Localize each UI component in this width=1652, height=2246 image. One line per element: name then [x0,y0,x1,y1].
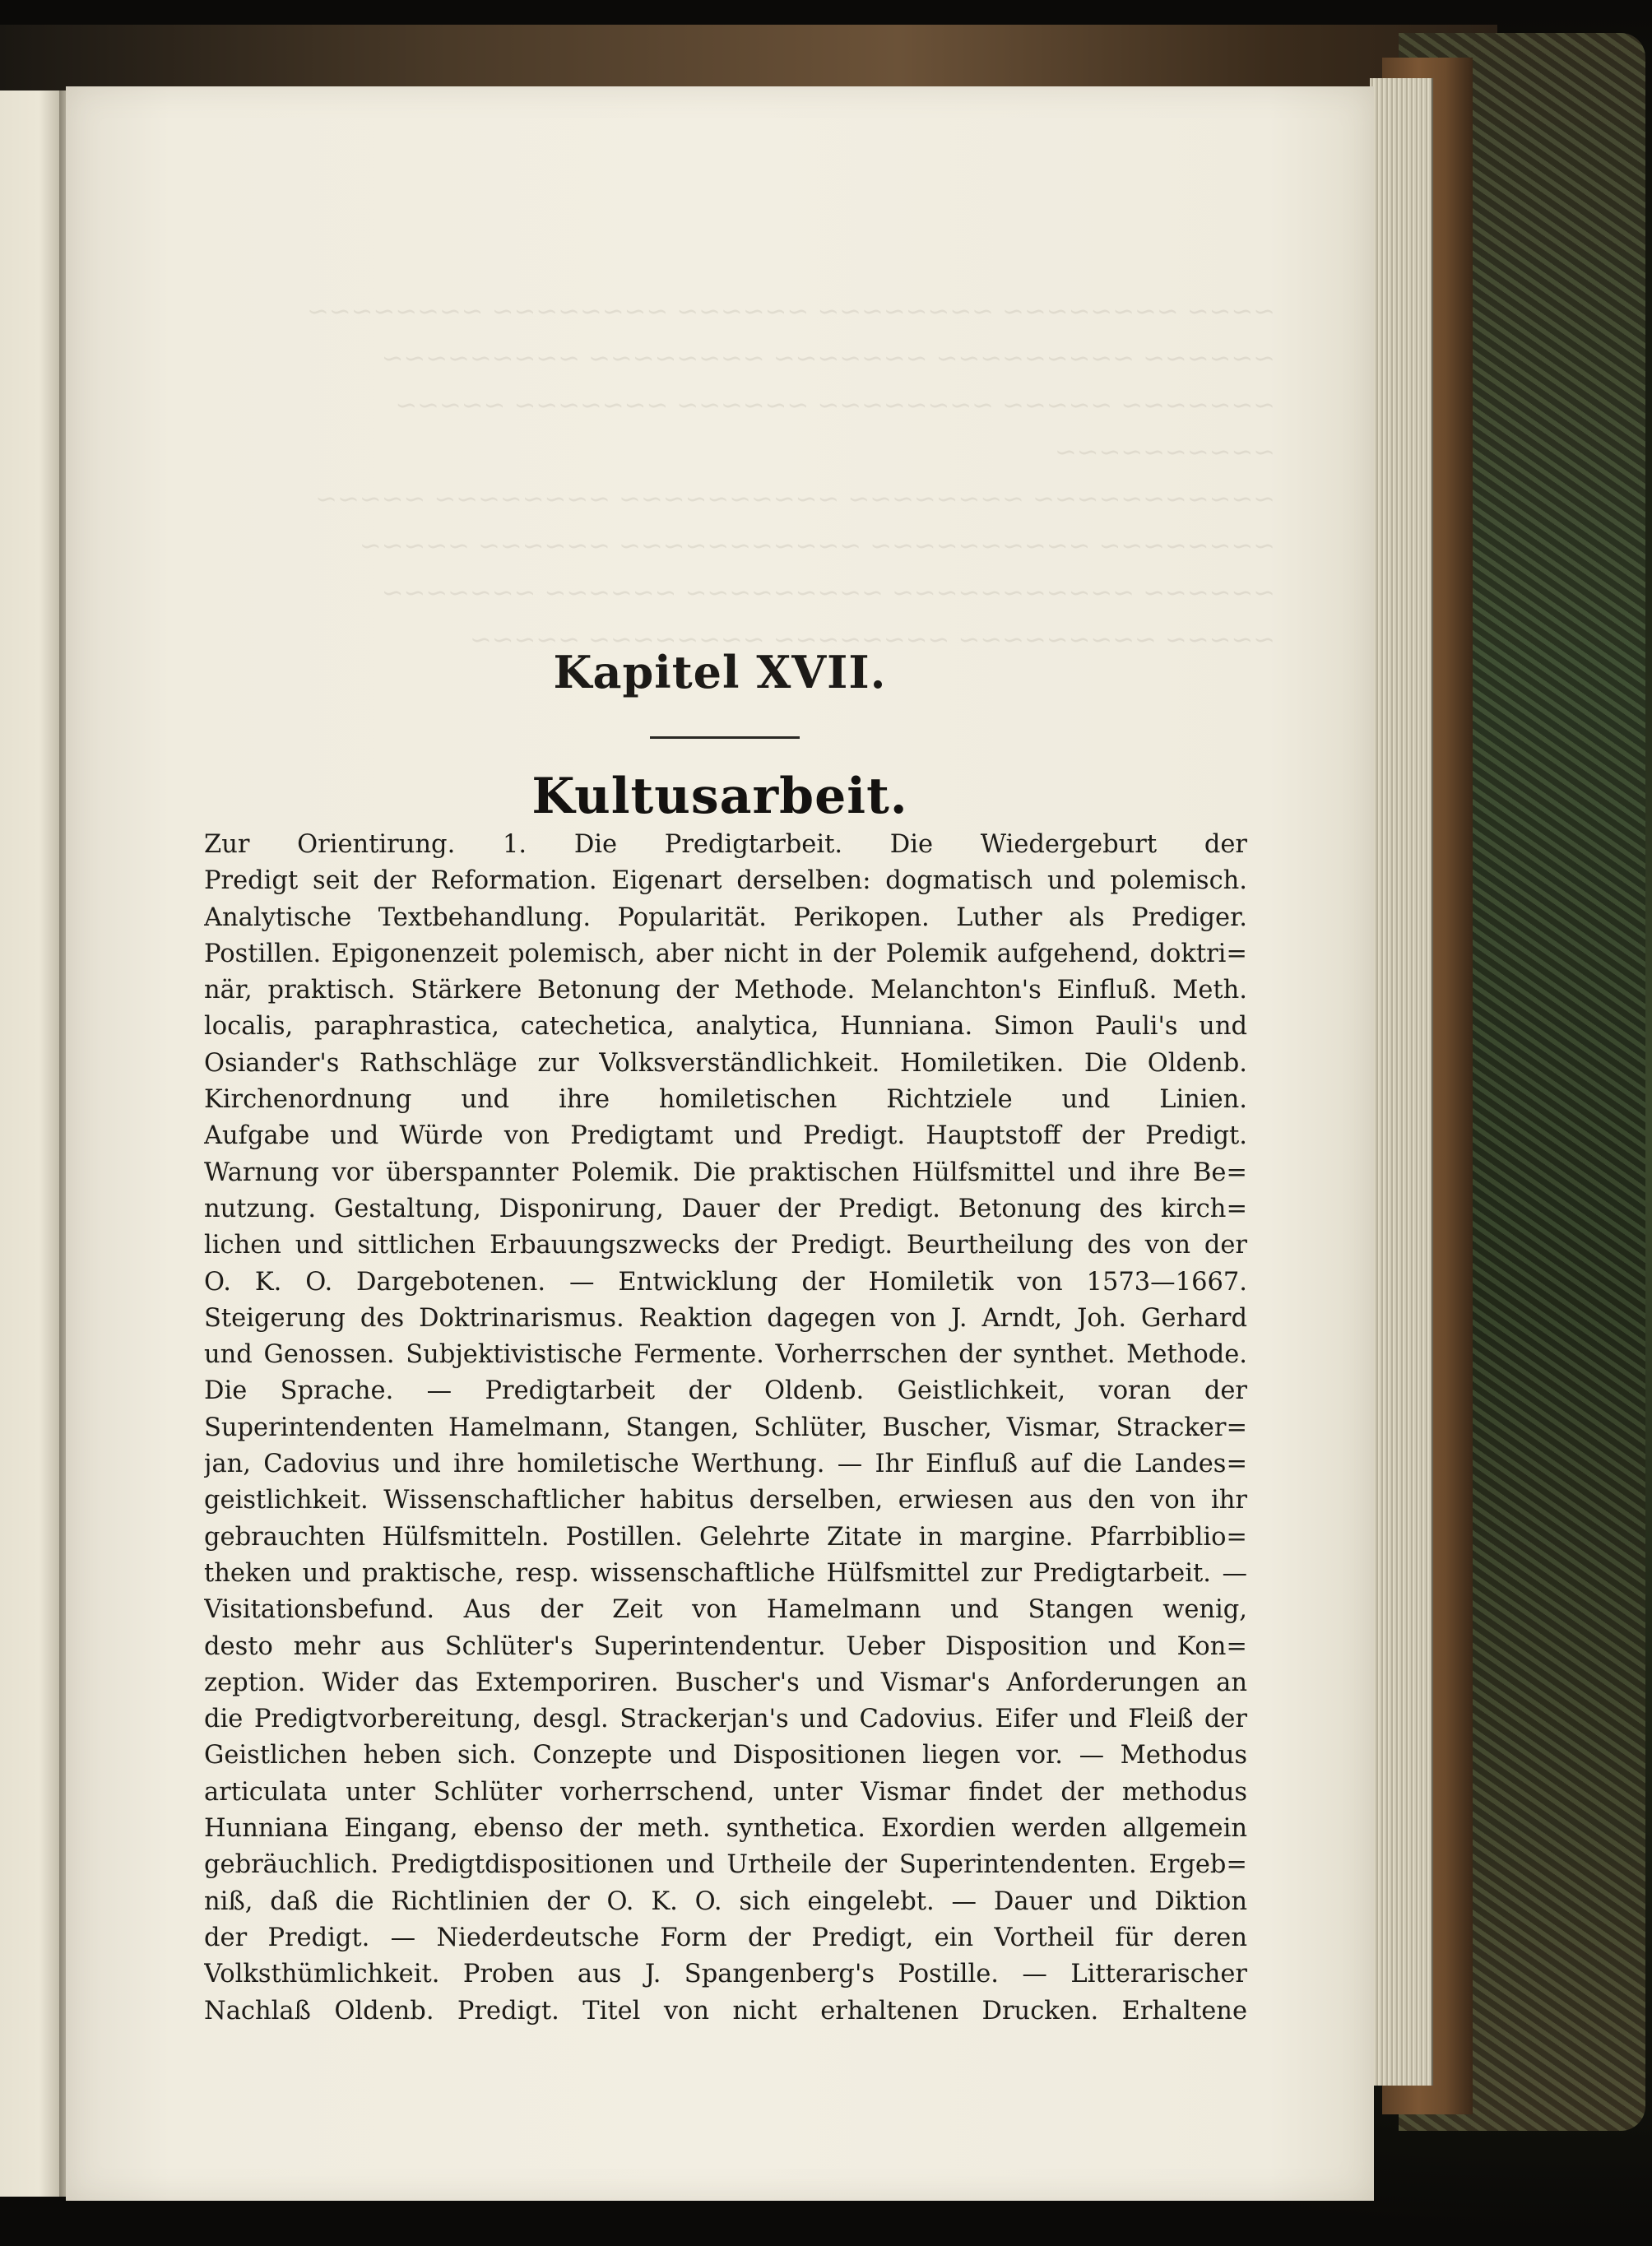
text-line: Visitationsbefund. Aus der Zeit von Hamelmann und Stangen wenig, [204,1595,1247,1625]
text-line: und Genossen. Subjektivistische Fermente. Vorherrschen der synthet. Methode. [204,1340,1247,1370]
text-line: Zur Orientirung. 1. Die Predigtarbeit. Die Wiedergeburt der [204,830,1247,859]
text-line: Postillen. Epigonenzeit polemisch, aber nicht in der Polemik aufgehend, doktri= [204,939,1247,968]
text-line: articulata unter Schlüter vorherrschend, unter Vismar findet der methodus [204,1777,1247,1807]
text-line: desto mehr aus Schlüter's Superintendentur. Ueber Disposition und Kon= [204,1631,1247,1661]
text-line: zeption. Wider das Extemporiren. Buscher's und Vismar's Anforderungen an [204,1668,1247,1697]
text-line: när, praktisch. Stärkere Betonung der Methode. Melanchton's Einfluß. Meth. [204,976,1247,1005]
text-line: Kirchenordnung und ihre homiletischen Richtziele und Linien. [204,1085,1247,1115]
book-page [66,86,1374,2201]
chapter-summary [204,827,1247,2030]
text-line: gebräuchlich. Predigtdispositionen und Urtheile der Superintendenten. Ergeb= [204,1850,1247,1880]
text-line: Volksthümlichkeit. Proben aus J. Spangenberg's Postille. — Litterarischer [204,1960,1247,1989]
text-line: Geistlichen heben sich. Conzepte und Dispositionen liegen vor. — Methodus [204,1741,1247,1770]
text-line: Aufgabe und Würde von Predigtamt und Predigt. Hauptstoff der Predigt. [204,1121,1247,1151]
text-line: Steigerung des Doktrinarismus. Reaktion dagegen von J. Arndt, Joh. Gerhard [204,1303,1247,1333]
page-stack-edge [1370,78,1433,2086]
text-line: localis, paraphrastica, catechetica, analytica, Hunniana. Simon Pauli's und [204,1012,1247,1042]
text-line: Predigt seit der Reformation. Eigenart derselben: dogmatisch und polemisch. [204,866,1247,896]
text-line: jan, Cadovius und ihre homiletische Werthung. — Ihr Einfluß auf die Landes= [204,1450,1247,1479]
facing-page-edge [0,90,66,2197]
text-line: Warnung vor überspannter Polemik. Die praktischen Hülfsmittel und ihre Be= [204,1158,1247,1187]
text-line: theken und praktische, resp. wissenschaftliche Hülfsmittel zur Predigtarbeit. — [204,1558,1247,1588]
text-line: Die Sprache. — Predigtarbeit der Oldenb. Geistlichkeit, voran der [204,1376,1247,1406]
text-line: nutzung. Gestaltung, Disponirung, Dauer der Predigt. Betonung des kirch= [204,1194,1247,1223]
text-line: gebrauchten Hülfsmitteln. Postillen. Gelehrte Zitate in margine. Pfarrbiblio= [204,1522,1247,1552]
text-line: geistlichkeit. Wissenschaftlicher habitus derselben, erwiesen aus den von ihr [204,1486,1247,1515]
text-line: lichen und sittlichen Erbauungszwecks der Predigt. Beurtheilung des von der [204,1231,1247,1260]
text-line: Superintendenten Hamelmann, Stangen, Schlüter, Buscher, Vismar, Stracker= [204,1413,1247,1442]
text-line: der Predigt. — Niederdeutsche Form der Predigt, ein Vortheil für deren [204,1923,1247,1952]
text-line: die Predigtvorbereitung, desgl. Strackerjan's und Cadovius. Eifer und Fleiß der [204,1705,1247,1734]
text-line: Analytische Textbehandlung. Popularität. Perikopen. Luther als Prediger. [204,903,1247,932]
text-line: Osiander's Rathschläge zur Volksverständlichkeit. Homiletiken. Die Oldenb. [204,1048,1247,1078]
text-line: Nachlaß Oldenb. Predigt. Titel von nicht erhaltenen Drucken. Erhaltene [204,1996,1247,2026]
text-line: Hunniana Eingang, ebenso der meth. synthetica. Exordien werden allgemein [204,1814,1247,1844]
chapter-heading: Kapitel XVII. [553,646,887,698]
heading-divider [650,736,800,739]
bleed-through-text: ~~~~ ~~~~~~~~ ~~~~~~~~ ~~~~~~ ~~~~~~~~ ~~~~~~~~ ~~~~~~ ~~~~~~~~~ ~~~~~~~ ~~~~~~~~ ~~~~~~~~~ ~~~~~~~ ~~~~~ ~~~~~~~~ ~~~~~~ ~~~~~~~ ~~~~~ ~~~~~~~~~~ ~~~~~~~~~~~ ~~~~~~~~ ~~~~~~~~~~ ~~~~~~~~ ~~~~~ ~~~~~~~~ ~~~~~~~~~~ ~~~~~~~~~~~ ~~~~~~ ~~~~~ ~~~~~~ ~~~~~~~~~~~ ~~~~~~~~~ ~~~~~~ ~~~~~~~ ~~~~~ ~~~~~~~~~ ~~~~~~~~ ~~~~~~~~ ~~~~~ [307,295,1275,655]
text-line: niß, daß die Richtlinien der O. K. O. sich eingelebt. — Dauer und Diktion [204,1886,1247,1916]
text-line: O. K. O. Dargebotenen. — Entwicklung der Homiletik von 1573—1667. [204,1267,1247,1297]
chapter-title: Kultusarbeit. [531,768,908,825]
